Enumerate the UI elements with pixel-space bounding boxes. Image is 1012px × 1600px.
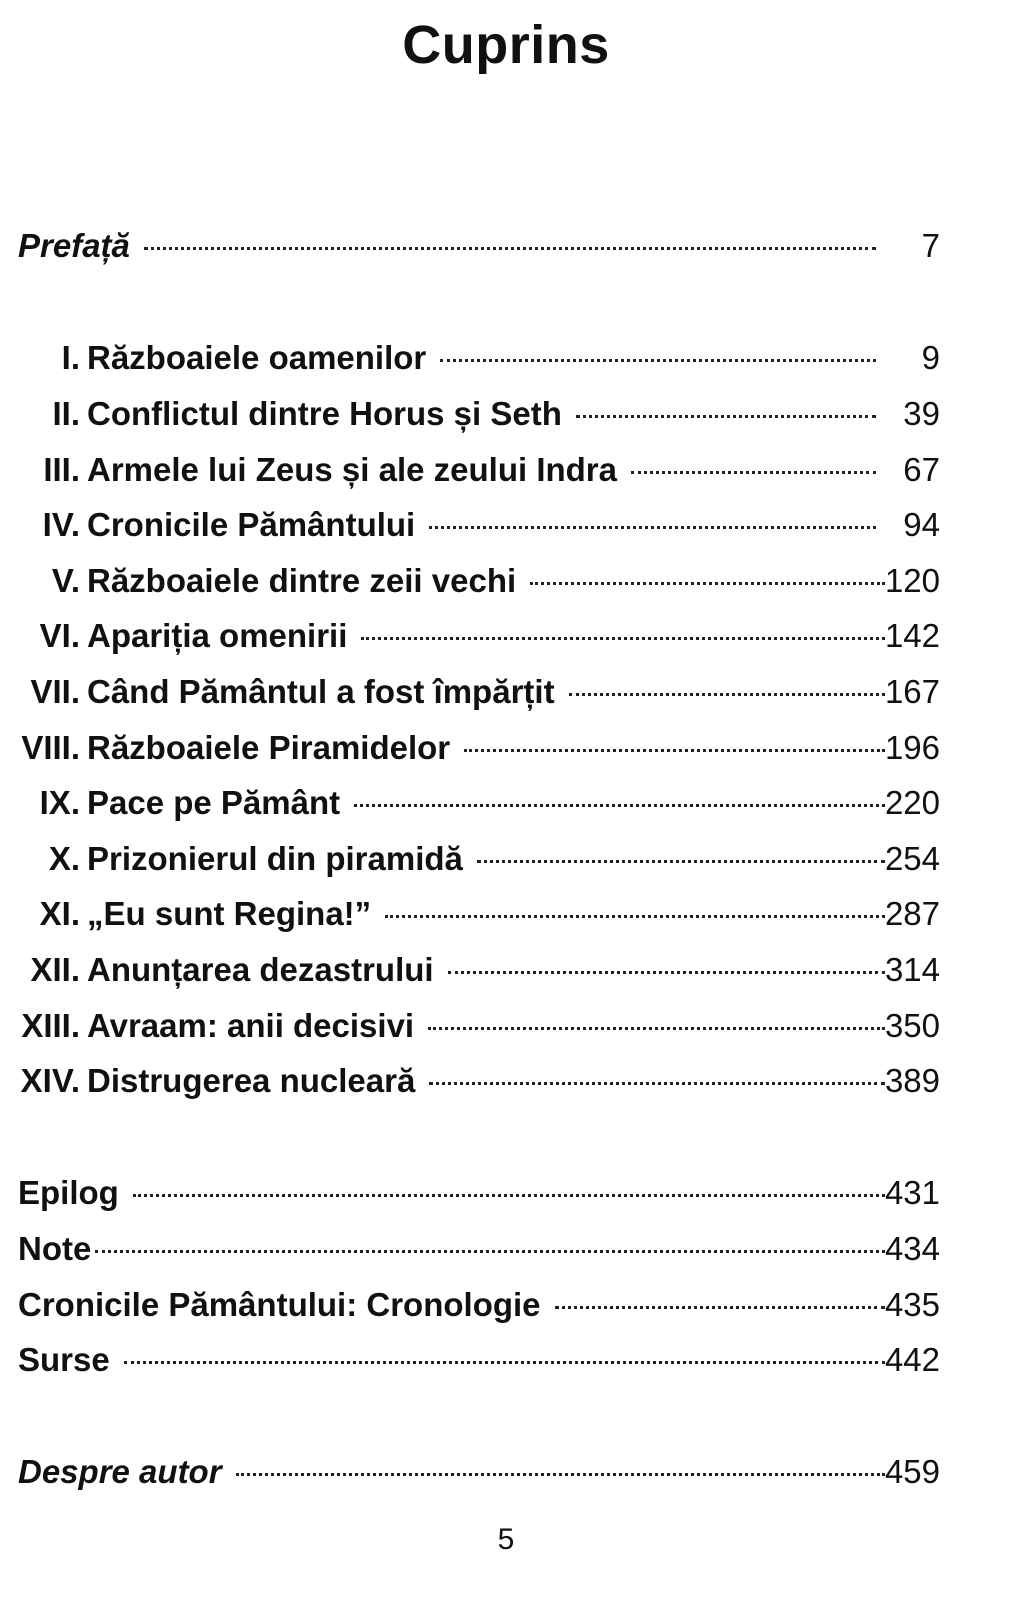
toc-entry-title: Cronicile Pământului: Cronologie xyxy=(18,1286,541,1323)
dot-leader xyxy=(385,915,885,918)
toc-page-number: 434 xyxy=(884,1230,940,1267)
toc-entry-chapter xyxy=(18,557,940,605)
chapter-numeral: XII. xyxy=(30,951,80,988)
toc-page-number: 196 xyxy=(884,729,940,766)
toc-page-number: 254 xyxy=(884,840,940,877)
toc-entry-back-matter xyxy=(18,1169,940,1217)
toc-entry-title: Anunțarea dezastrului xyxy=(87,951,434,988)
toc-entry-title: Războaiele oamenilor xyxy=(87,339,427,376)
chapter-numeral: II. xyxy=(52,395,80,432)
dot-leader xyxy=(530,582,885,585)
dot-leader xyxy=(569,693,885,696)
toc-entry-chapter xyxy=(18,779,940,827)
toc-entry-back-matter xyxy=(18,1225,940,1273)
chapter-numeral: XIV. xyxy=(20,1062,80,1099)
toc-entry-title: Avraam: anii decisivi xyxy=(87,1007,415,1044)
dot-leader xyxy=(440,359,876,362)
toc-entry-title: Note xyxy=(18,1230,92,1267)
toc-entry-chapter xyxy=(18,835,940,883)
chapter-numeral: IX. xyxy=(39,784,80,821)
toc-entry-title: Distrugerea nucleară xyxy=(87,1062,416,1099)
dot-leader xyxy=(361,637,885,640)
toc-entry-chapter xyxy=(18,612,940,660)
toc-entry-preface xyxy=(18,222,940,270)
toc-page-number: 220 xyxy=(884,784,940,821)
dot-leader xyxy=(631,471,876,474)
toc-entry-chapter xyxy=(18,334,940,382)
chapter-numeral: X. xyxy=(48,840,80,877)
toc-page-number: 67 xyxy=(903,451,940,488)
toc-entry-chapter xyxy=(18,501,940,549)
page-title: Cuprins xyxy=(402,15,610,75)
toc-entry-title: Apariția omenirii xyxy=(87,617,348,654)
toc-page-number: 142 xyxy=(884,617,940,654)
toc-page-number: 350 xyxy=(884,1007,940,1044)
chapter-numeral: VI. xyxy=(39,617,80,654)
page-folio-number: 5 xyxy=(497,1523,515,1556)
toc-page-number: 287 xyxy=(884,895,940,932)
toc-page-number: 389 xyxy=(884,1062,940,1099)
toc-entry-chapter xyxy=(18,390,940,438)
toc-entry-title: Războaiele dintre zeii vechi xyxy=(87,562,517,599)
dot-leader xyxy=(464,749,885,752)
toc-page-number: 314 xyxy=(884,951,940,988)
dot-leader xyxy=(236,1473,885,1476)
toc-entry-chapter xyxy=(18,890,940,938)
dot-leader xyxy=(124,1361,885,1364)
chapter-numeral: V. xyxy=(51,562,80,599)
dot-leader xyxy=(354,804,885,807)
toc-entry-title: Prizonierul din piramidă xyxy=(87,840,463,877)
toc-entry-title: „Eu sunt Regina!” xyxy=(87,895,372,932)
toc-page-number: 435 xyxy=(884,1286,940,1323)
toc-entry-chapter xyxy=(18,668,940,716)
toc-entry-title: Armele lui Zeus și ale zeului Indra xyxy=(87,451,617,488)
dot-leader xyxy=(429,526,876,529)
dot-leader xyxy=(555,1306,885,1309)
dot-leader xyxy=(428,1027,885,1030)
toc-entry-title: Surse xyxy=(18,1341,110,1378)
toc-page-number: 442 xyxy=(884,1341,940,1378)
toc-entry-about-author xyxy=(18,1448,940,1496)
toc-page-number: 7 xyxy=(921,227,940,264)
toc-entry-title: Epilog xyxy=(18,1174,119,1211)
dot-leader xyxy=(133,1194,885,1197)
toc-page-number: 459 xyxy=(884,1453,940,1490)
dot-leader xyxy=(95,1250,885,1253)
toc-entry-back-matter xyxy=(18,1336,940,1384)
toc-entry-title: Pace pe Pământ xyxy=(87,784,341,821)
chapter-numeral: III. xyxy=(43,451,80,488)
chapter-numeral: IV. xyxy=(42,506,80,543)
dot-leader xyxy=(448,971,885,974)
toc-page-number: 120 xyxy=(884,562,940,599)
toc-page-number: 9 xyxy=(921,339,940,376)
toc-entry-back-matter xyxy=(18,1281,940,1329)
chapter-numeral: I. xyxy=(61,339,80,376)
toc-entry-title: Prefață xyxy=(18,227,130,264)
chapter-numeral: VIII. xyxy=(21,729,80,766)
dot-leader xyxy=(477,860,885,863)
dot-leader xyxy=(576,415,876,418)
dot-leader xyxy=(429,1082,885,1085)
toc-entry-title: Despre autor xyxy=(18,1453,222,1490)
toc-entry-chapter xyxy=(18,1002,940,1050)
chapter-numeral: VII. xyxy=(30,673,80,710)
toc-entry-chapter xyxy=(18,724,940,772)
toc-page-number: 39 xyxy=(903,395,940,432)
toc-entry-title: Când Pământul a fost împărțit xyxy=(87,673,555,710)
toc-entry-chapter xyxy=(18,946,940,994)
toc-entry-title: Cronicile Pământului xyxy=(87,506,416,543)
toc-entry-title: Conflictul dintre Horus și Seth xyxy=(87,395,562,432)
dot-leader xyxy=(144,247,876,250)
toc-entry-chapter xyxy=(18,1057,940,1105)
toc-page-number: 431 xyxy=(884,1174,940,1211)
toc-entry-chapter xyxy=(18,446,940,494)
toc-page-number: 167 xyxy=(884,673,940,710)
toc-entry-title: Războaiele Piramidelor xyxy=(87,729,451,766)
toc-page-number: 94 xyxy=(903,506,940,543)
chapter-numeral: XIII. xyxy=(21,1007,80,1044)
chapter-numeral: XI. xyxy=(39,895,80,932)
